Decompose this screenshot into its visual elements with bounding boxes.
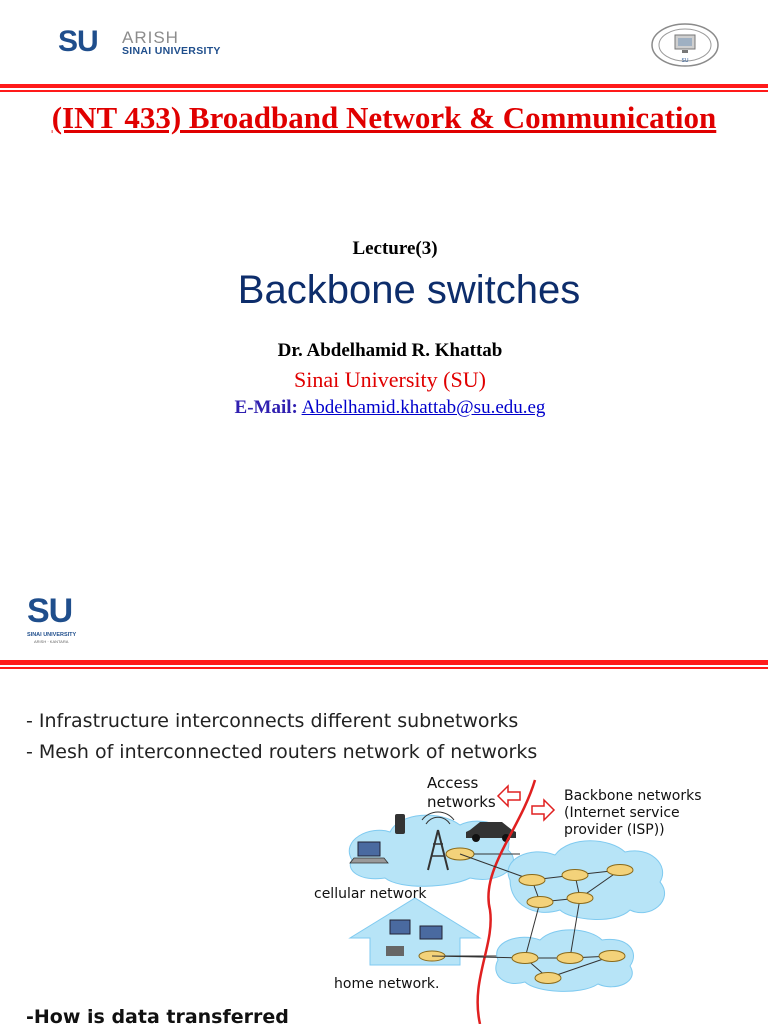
home-network-cloud (350, 898, 480, 965)
bullet-infrastructure: - Infrastructure interconnects different subnetworks (26, 710, 519, 732)
access-networks-label-1: Access (427, 774, 479, 792)
phone-icon (395, 814, 405, 834)
content-slide (0, 670, 768, 1024)
backbone-networks-label-2: (Internet service (564, 805, 680, 821)
lecture-number: Lecture(3) (352, 238, 438, 259)
author-name: Dr. Abdelhamid R. Khattab (277, 340, 503, 361)
bullet-mesh: - Mesh of interconnected routers network of networks (26, 741, 538, 763)
slide-separator-red-bar-thin (0, 667, 768, 669)
access-networks-label-2: networks (427, 793, 496, 811)
slide-separator-red-bar (0, 660, 768, 665)
course-title: (INT 433) Broadband Network & Communication (51, 100, 717, 135)
question-text: -How is data transferred (26, 1006, 289, 1024)
faculty-seal-icon (650, 22, 720, 68)
email-line (0, 397, 768, 419)
logo-arish-text: ARISH (122, 28, 179, 47)
logo-sinai-text: SINAI UNIVERSITY (122, 45, 221, 57)
slide-title: Backbone switches (237, 268, 581, 312)
cellular-network-label: cellular network (314, 886, 427, 902)
header-red-bar (0, 84, 768, 88)
network-diagram (314, 770, 768, 1024)
backbone-networks-label-3: provider (ISP)) (564, 822, 665, 838)
arrow-left-icon (498, 786, 520, 806)
university-name: Sinai University (SU) (294, 367, 486, 392)
logo-su-text: SU (58, 25, 98, 58)
arish-sinai-university-logo (58, 25, 258, 62)
footer-su-logo (26, 592, 90, 646)
svg-text:SU: SU (681, 58, 689, 64)
email-label: E-Mail: (234, 397, 298, 418)
footer-logo-line1: SINAI UNIVERSITY (27, 632, 77, 638)
footer-logo-line2: ARISH · KANTARA (34, 639, 69, 644)
footer-logo-su-text: SU (27, 592, 73, 630)
arrow-right-icon (532, 800, 554, 820)
home-network-label: home network. (334, 976, 440, 992)
email-link[interactable]: Abdelhamid.khattab@su.edu.eg (301, 397, 546, 418)
header-red-bar-thin (0, 90, 768, 92)
backbone-networks-label-1: Backbone networks (564, 788, 702, 804)
